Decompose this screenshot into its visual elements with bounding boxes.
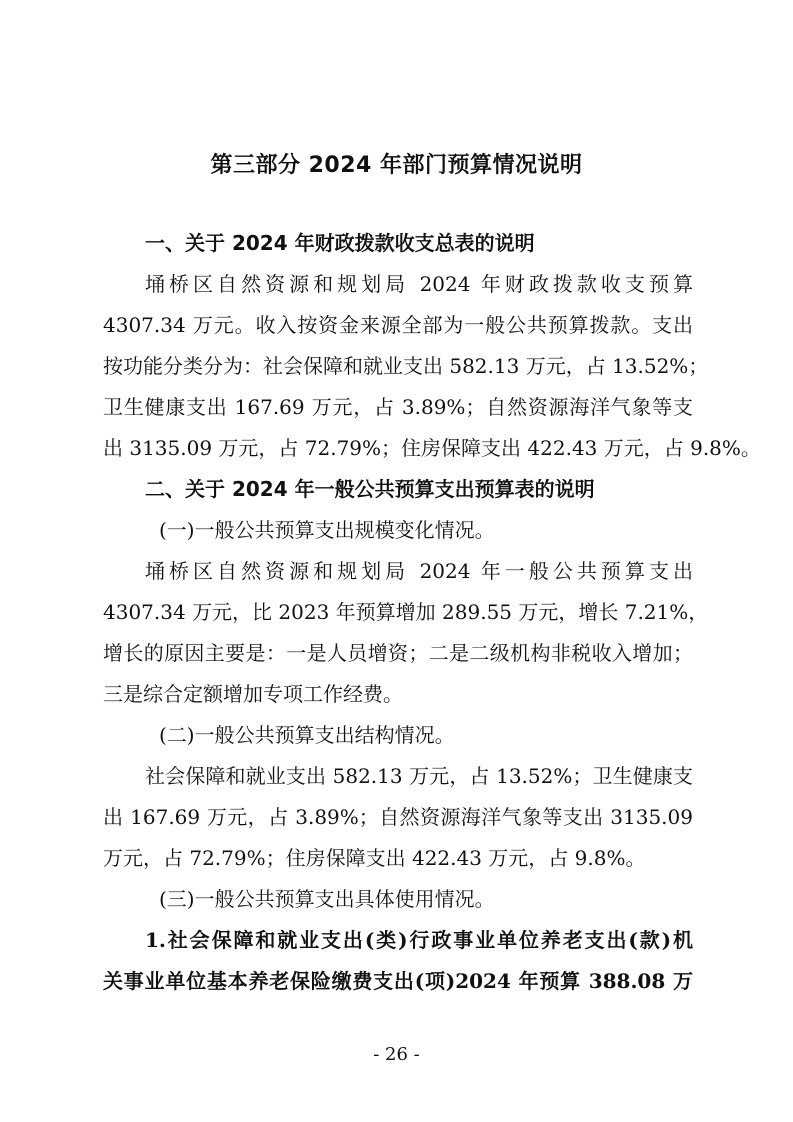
text-line: 出 167.69 万元，占 3.89%；自然资源海洋气象等支出 3135.09	[103, 805, 693, 829]
page-title: 第三部分 2024 年部门预算情况说明	[210, 153, 583, 178]
text-line: 二、关于 2024 年一般公共预算支出预算表的说明	[145, 477, 595, 501]
text-line: 埇桥区自然资源和规划局 2024 年一般公共预算支出	[145, 559, 693, 583]
text-line: 增长的原因主要是：一是人员增资；二是二级机构非税收入增加；	[103, 641, 693, 665]
text-line: 社会保障和就业支出 582.13 万元，占 13.52%；卫生健康支	[145, 764, 693, 788]
text-line: 出 3135.09 万元，占 72.79%；住房保障支出 422.43 万元，占 9.8%。	[103, 436, 761, 460]
text-line: 4307.34 万元。收入按资金来源全部为一般公共预算拨款。支出	[103, 313, 693, 337]
page-number: - 26 -	[373, 1044, 420, 1065]
text-line: (一)一般公共预算支出规模变化情况。	[159, 518, 495, 542]
text-line: 关事业单位基本养老保险缴费支出(项)2024 年预算 388.08 万	[103, 969, 693, 993]
text-line: 埇桥区自然资源和规划局 2024 年财政拨款收支预算	[145, 272, 693, 296]
document-body	[103, 226, 761, 1005]
text-line: 4307.34 万元，比 2023 年预算增加 289.55 万元，增长 7.21%，	[103, 600, 709, 624]
text-line: (二)一般公共预算支出结构情况。	[159, 723, 455, 747]
text-line: 按功能分类分为：社会保障和就业支出 582.13 万元，占 13.52%；	[103, 354, 709, 378]
text-line: 三是综合定额增加专项工作经费。	[103, 682, 403, 706]
text-line: 一、关于 2024 年财政拨款收支总表的说明	[145, 231, 535, 255]
text-line: 1.社会保障和就业支出(类)行政事业单位养老支出(款)机	[145, 928, 693, 952]
text-line: 卫生健康支出 167.69 万元，占 3.89%；自然资源海洋气象等支	[103, 395, 693, 419]
text-line: 万元，占 72.79%；住房保障支出 422.43 万元，占 9.8%。	[103, 846, 646, 870]
text-line: (三)一般公共预算支出具体使用情况。	[159, 887, 495, 911]
